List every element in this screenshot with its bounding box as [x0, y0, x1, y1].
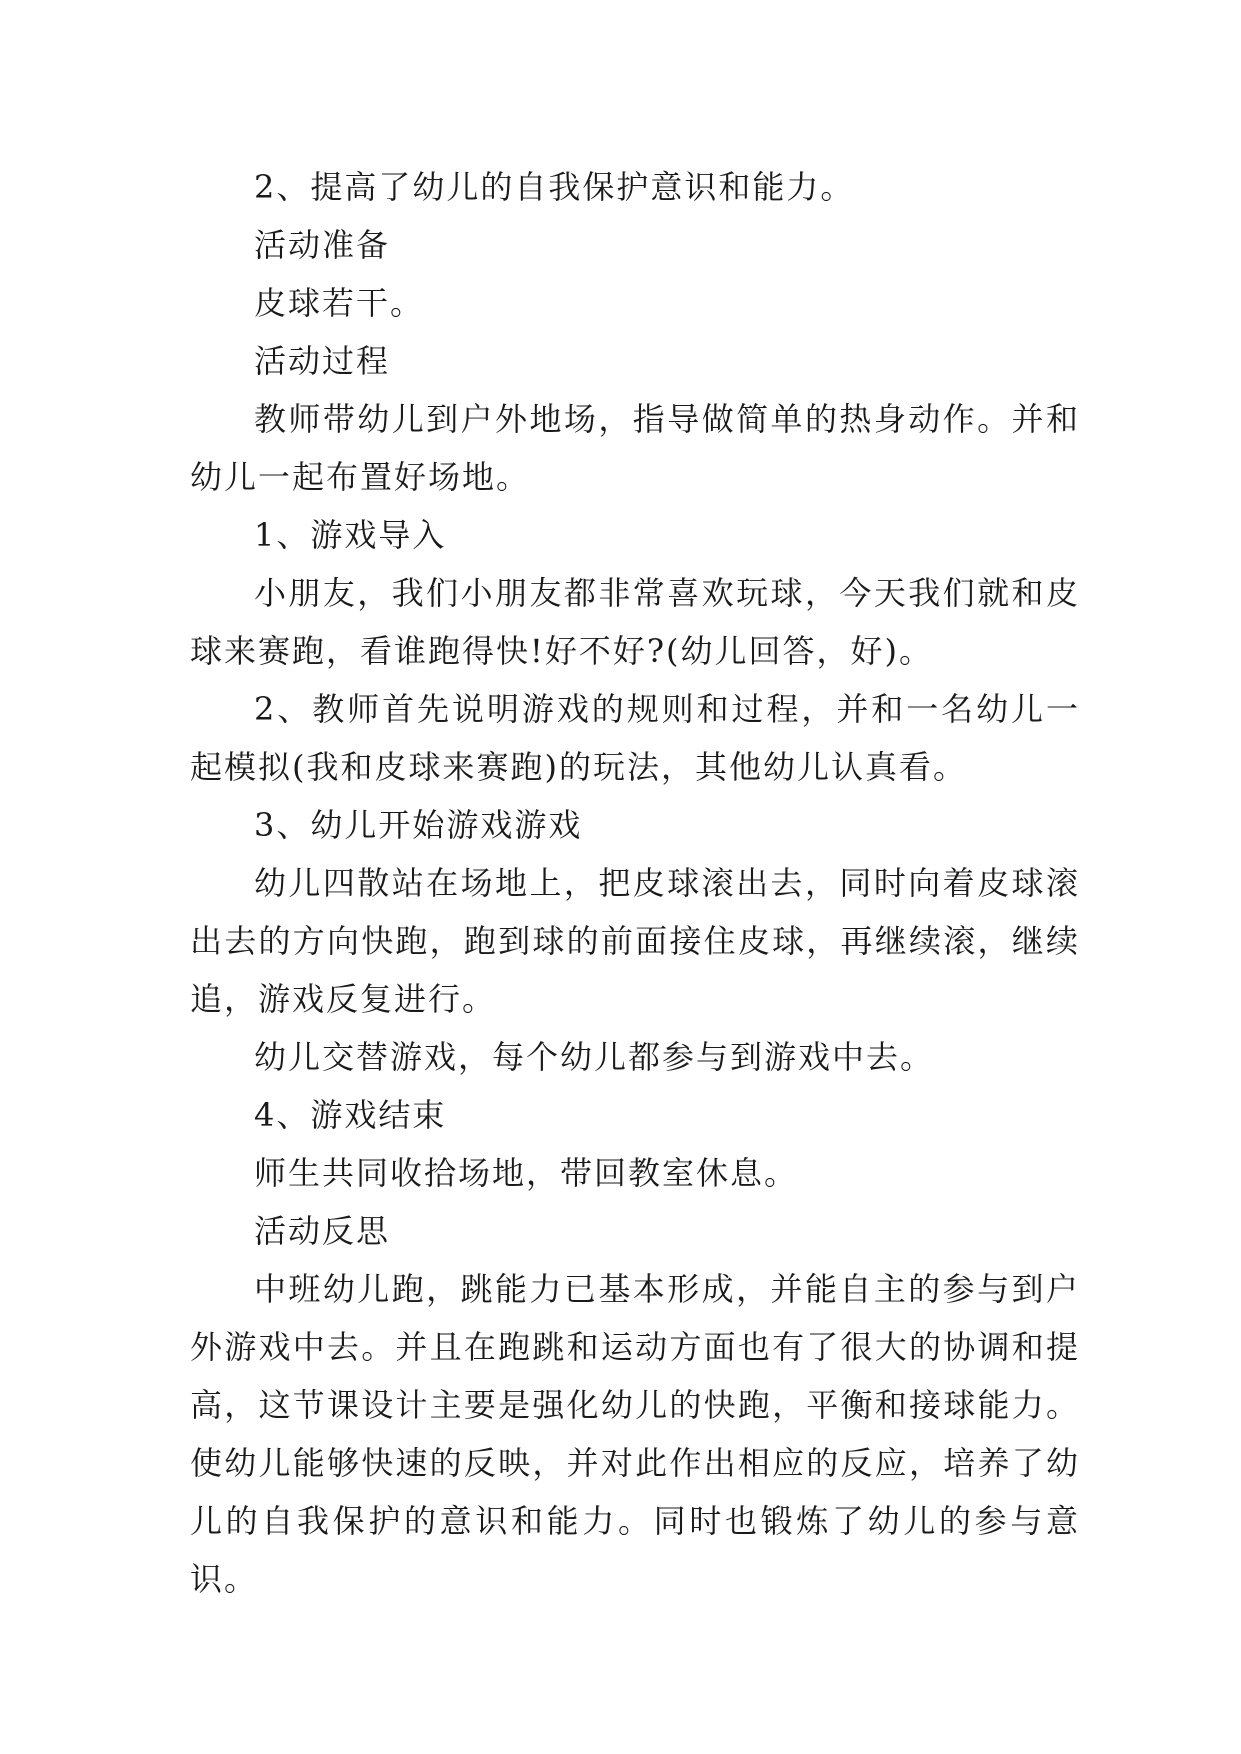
paragraph-cleanup: 师生共同收拾场地，带回教室休息。 [254, 1154, 799, 1192]
heading-step-1: 1、游戏导入 [254, 516, 447, 554]
document-body [190, 158, 1080, 1608]
paragraph-materials: 皮球若干。 [254, 284, 425, 322]
paragraph-rotation: 幼儿交替游戏，每个幼儿都参与到游戏中去。 [254, 1038, 935, 1076]
heading-process: 活动过程 [254, 342, 391, 380]
paragraph-intro: 小朋友，我们小朋友都非常喜欢玩球，今天我们就和皮球来赛跑，看谁跑得快!好不好?(幼儿回答，好)。 [190, 574, 1080, 670]
paragraph-step-2: 2、教师首先说明游戏的规则和过程，并和一名幼儿一起模拟(我和皮球来赛跑)的玩法，其他幼儿认真看。 [190, 690, 1080, 786]
heading-reflection: 活动反思 [254, 1212, 391, 1250]
heading-step-3: 3、幼儿开始游戏游戏 [254, 806, 583, 844]
paragraph-game-play: 幼儿四散站在场地上，把皮球滚出去，同时向着皮球滚出去的方向快跑，跑到球的前面接住皮球，再继续滚，继续追，游戏反复进行。 [190, 864, 1080, 1018]
paragraph-goal-2: 2、提高了幼儿的自我保护意识和能力。 [254, 168, 855, 206]
heading-preparation: 活动准备 [254, 226, 391, 264]
heading-step-4: 4、游戏结束 [254, 1096, 447, 1134]
paragraph-warmup: 教师带幼儿到户外地场，指导做简单的热身动作。并和幼儿一起布置好场地。 [190, 400, 1080, 496]
paragraph-reflection: 中班幼儿跑，跳能力已基本形成，并能自主的参与到户外游戏中去。并且在跑跳和运动方面也有了很大的协调和提高，这节课设计主要是强化幼儿的快跑，平衡和接球能力。使幼儿能够快速的反映，并对此作出相应的反应，培养了幼儿的自我保护的意识和能力。同时也锻炼了幼儿的参与意识。 [190, 1270, 1080, 1598]
